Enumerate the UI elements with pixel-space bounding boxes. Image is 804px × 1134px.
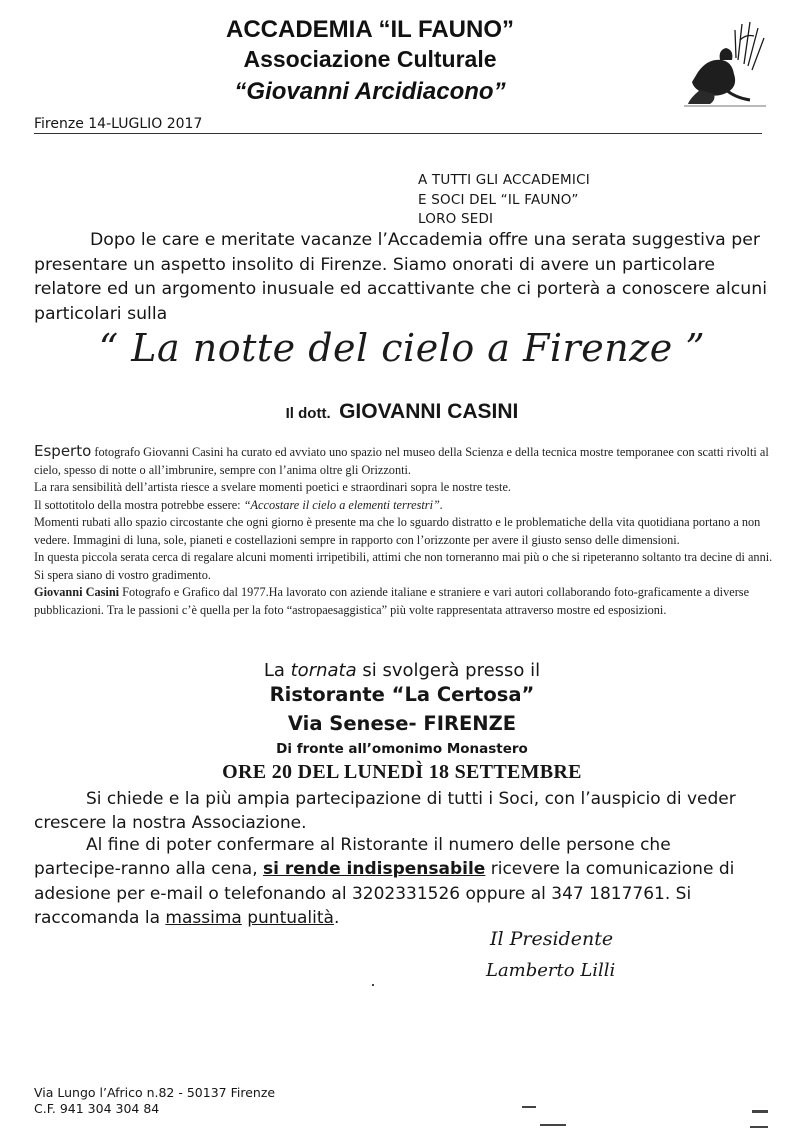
venue-name: Ristorante “La Certosa” — [269, 683, 535, 706]
faun-emblem-icon — [680, 20, 770, 110]
event-date-time: ORE 20 DEL LUNEDÌ 18 SETTEMBRE — [222, 761, 582, 783]
rsvp-paragraph — [34, 833, 758, 930]
speaker-name: GIOVANNI CASINI — [339, 400, 519, 423]
footer-address: Via Lungo l’Africo n.82 - 50137 Firenze — [34, 1085, 276, 1100]
bio-paragraph: Momenti rubati allo spazio circostante che ogni giorno è presente ma che lo sguardo distratto e le problematiche della vita quotidiana portano a non vedere. Immagini di luna, sole, pianeti e costellazioni sempre in rapporto con l’orizzonte per avere il giusto senso delle dimensioni. — [34, 515, 761, 547]
venue-address: Via Senese- FIRENZE — [287, 712, 517, 735]
venue-intro-text: La — [263, 660, 291, 681]
bio-paragraph — [34, 584, 774, 619]
rsvp-emphasis: si rende indispensabile — [263, 859, 486, 880]
scan-speck — [752, 1110, 768, 1113]
scan-speck — [540, 1124, 566, 1126]
scan-speck — [750, 1126, 768, 1128]
speaker-prefix: Il dott. — [285, 405, 331, 422]
signature-role: Il Presidente — [490, 928, 614, 950]
venue-note: Di fronte all’omonimo Monastero — [276, 741, 528, 757]
rsvp-text: Al fine di poter confermare al Ristorante il numero delle persone che partecipe-ranno alla cena, — [34, 835, 671, 880]
recipient-line: E SOCI DEL “IL FAUNO” — [418, 192, 579, 208]
scan-speck — [522, 1106, 536, 1108]
rsvp-text: . — [333, 907, 340, 928]
bio-paragraph — [34, 443, 774, 479]
punctuality-word: massima — [165, 907, 242, 928]
venue-intro — [0, 660, 804, 681]
association-type: Associazione Culturale — [243, 46, 497, 72]
bio-lead-word: Esperto — [34, 442, 92, 460]
speaker — [0, 400, 804, 424]
bio-text: Fotografo e Grafico dal 1977.Ha lavorato con aziende italiane e straniere e vari autori collaborando foto-graficamente a diverse pubblicazioni. Tra le passioni c’è quella per la foto “astropaesaggistica” più volte rappresentata attraverso mostre ed esposizioni. — [34, 585, 750, 617]
scan-speck — [372, 984, 374, 986]
venue-intro-italic: tornata — [290, 660, 357, 681]
punctuality-word: puntualità — [247, 907, 334, 928]
signature-name: Lamberto Lilli — [486, 960, 616, 981]
academy-name: ACCADEMIA “IL FAUNO” — [226, 16, 514, 43]
bio-text: fotografo Giovanni Casini ha curato ed avviato uno spazio nel museo della Scienza e della tecnica mostre temporanee con scatti rivolti al cielo, spesso di notte o all’imbrunire, sempre con l’anima oltre gli Orizzonti. — [34, 445, 769, 477]
speaker-bio — [34, 443, 774, 619]
footer-tax-code: C.F. 941 304 304 84 — [34, 1101, 160, 1116]
rsvp-text: ricevere la comunicazione di adesione per e-mail o telefonando al 3202331526 oppure al 347 1817761. Si raccomanda la — [34, 859, 735, 928]
intro-paragraph: Dopo le care e meritate vacanze l’Accademia offre una serata suggestiva per presentare un aspetto insolito di Firenze. Siamo onorati di avere un particolare relatore ed un argomento inusuale ed accattivante che ci porterà a conoscere alcuni particolari sulla — [34, 230, 768, 324]
bio-paragraph: In questa piccola serata cerca di regalare alcuni momenti irripetibili, attimi che non torneranno mai più o che si ripeteranno soltanto tra decine di anni. Si spera siano di vostro gradimento. — [34, 550, 773, 582]
place-date: Firenze 14-LUGLIO 2017 — [34, 116, 203, 132]
exhibition-subtitle: “Accostare il cielo a elementi terrestri”. — [243, 497, 443, 512]
association-dedication: “Giovanni Arcidiacono” — [234, 78, 506, 105]
closing-paragraph: Si chiede e la più ampia partecipazione di tutti i Soci, con l’auspicio di veder crescere la nostra Associazione. — [34, 789, 736, 834]
header-divider — [34, 133, 762, 134]
bio-paragraph — [34, 497, 774, 515]
bio-text: Il sottotitolo della mostra potrebbe essere: — [34, 497, 244, 512]
exhibition-title: “ La notte del cielo a Firenze ” — [98, 326, 706, 370]
venue-intro-text: si svolgerà presso il — [356, 660, 541, 681]
bio-paragraph: La rara sensibilità dell’artista riesce a svelare momenti poetici e straordinari sopra le nostre teste. — [34, 480, 511, 494]
recipient-line: LORO SEDI — [418, 211, 494, 227]
recipient-line: A TUTTI GLI ACCADEMICI — [418, 172, 590, 188]
bio-name: Giovanni Casini — [34, 585, 120, 599]
